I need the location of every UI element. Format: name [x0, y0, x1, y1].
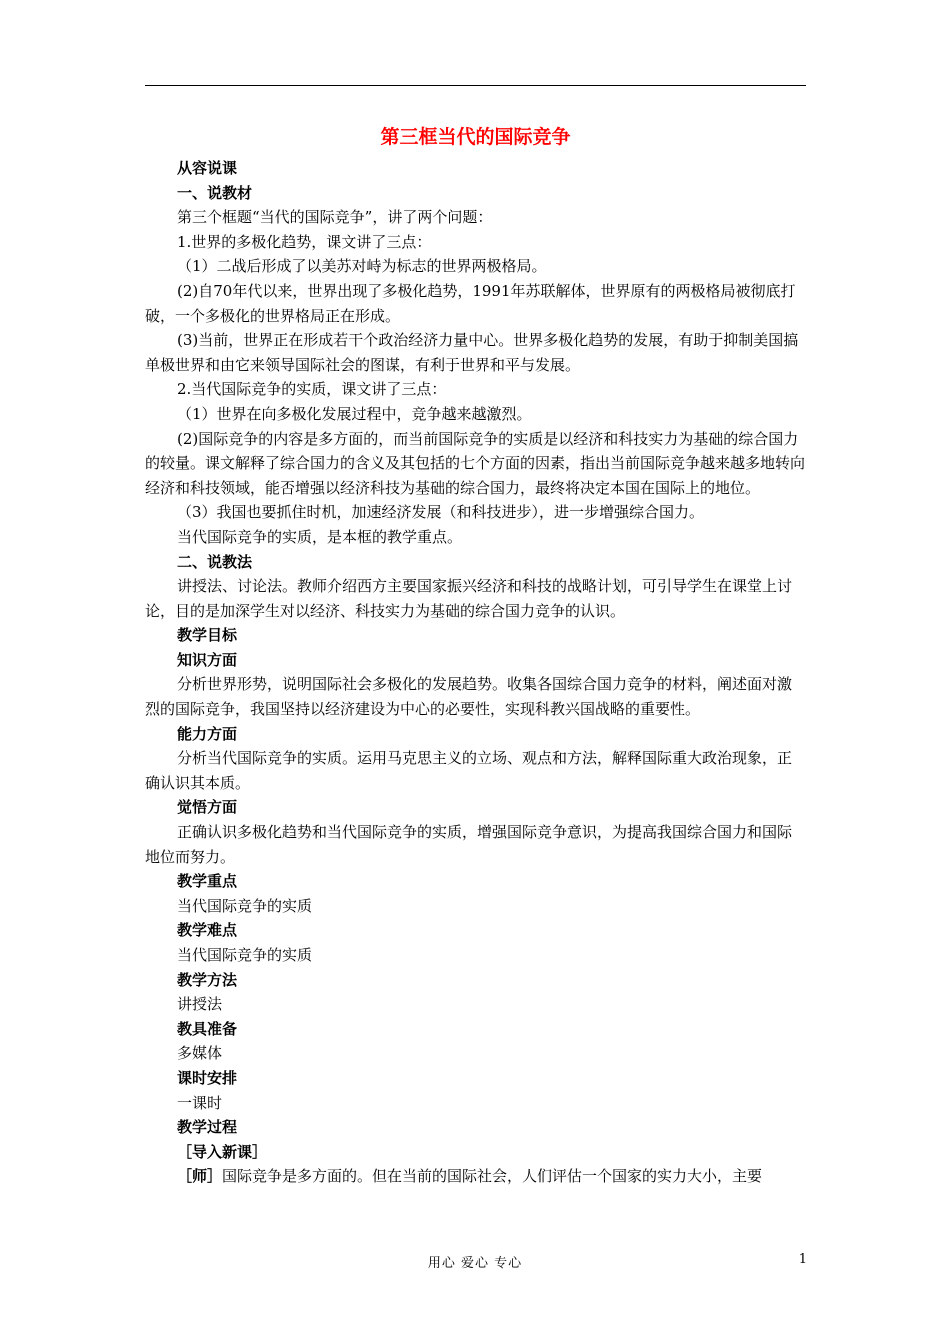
paragraph: （1）二战后形成了以美苏对峙为标志的世界两极格局。 — [177, 257, 547, 276]
paragraph: 2.当代国际竞争的实质，课文讲了三点： — [177, 380, 447, 399]
section-heading: 教具准备 — [177, 1019, 238, 1038]
section-heading: 知识方面 — [177, 650, 238, 669]
speaker-tag: ［师］ — [177, 1167, 223, 1186]
section-heading: 从容说课 — [177, 159, 238, 177]
paragraph — [145, 1164, 806, 1189]
paragraph: 1.世界的多极化趋势，课文讲了三点： — [177, 232, 432, 251]
section-heading: 教学目标 — [177, 626, 238, 645]
section-heading: 觉悟方面 — [177, 798, 238, 817]
paragraph: 分析当代国际竞争的实质。运用马克思主义的立场、观点和方法，解释国际重大政治现象，正确认识其本质。 — [145, 749, 793, 792]
section-heading: 教学过程 — [177, 1118, 238, 1137]
paragraph: 多媒体 — [177, 1044, 223, 1063]
paragraph: （3）我国也要抓住时机，加速经济发展（和科技进步），进一步增强综合国力。 — [177, 503, 705, 522]
paragraph: （1）世界在向多极化发展过程中，竞争越来越激烈。 — [177, 404, 532, 423]
document-body — [145, 120, 806, 1189]
section-heading: 一、说教材 — [177, 183, 253, 202]
paragraph: 当代国际竞争的实质 — [177, 896, 313, 915]
paragraph: 一课时 — [177, 1093, 223, 1112]
paragraph: 当代国际竞争的实质 — [177, 946, 313, 964]
paragraph: 正确认识多极化趋势和当代国际竞争的实质，增强国际竞争意识，为提高我国综合国力和国际地位而努力。 — [145, 823, 793, 866]
section-heading: 教学重点 — [177, 872, 238, 891]
paragraph: 分析世界形势，说明国际社会多极化的发展趋势。收集各国综合国力竞争的材料，阐述面对激烈的国际竞争，我国坚持以经济建设为中心的必要性，实现科教兴国战略的重要性。 — [145, 675, 793, 719]
paragraph: (3)当前，世界正在形成若干个政治经济力量中心。世界多极化趋势的发展，有助于抑制美国搞单极世界和由它来领导国际社会的图谋，有利于世界和平与发展。 — [145, 331, 799, 374]
paragraph: 第三个框题“当代的国际竞争”，讲了两个问题： — [177, 208, 493, 227]
section-heading: 能力方面 — [177, 724, 238, 743]
section-heading: ［导入新课］ — [177, 1142, 268, 1161]
section-heading: 教学难点 — [177, 921, 238, 940]
section-heading: 二、说教法 — [177, 552, 253, 571]
paragraph: (2)国际竞争的内容是多方面的，而当前国际竞争的实质是以经济和科技实力为基础的综合国力的较量。课文解释了综合国力的含义及其包括的七个方面的因素，指出当前国际竞争越来越多地转向经济和科技领域，能否增强以经济科技为基础的综合国力，最终将决定本国在国际上的地位。 — [145, 429, 806, 497]
header-rule — [145, 85, 806, 86]
paragraph: 当代国际竞争的实质，是本框的教学重点。 — [177, 527, 463, 546]
document-lines — [145, 156, 806, 1189]
paragraph-text: 国际竞争是多方面的。但在当前的国际社会，人们评估一个国家的实力大小，主要 — [222, 1167, 763, 1186]
paragraph: 讲授法、讨论法。教师介绍西方主要国家振兴经济和科技的战略计划，可引导学生在课堂上讨论，目的是加深学生对以经济、科技实力为基础的综合国力竞争的认识。 — [145, 577, 793, 620]
paragraph: 讲授法 — [177, 995, 223, 1014]
section-heading: 教学方法 — [177, 970, 238, 989]
paragraph: (2)自70年代以来，世界出现了多极化趋势，1991年苏联解体，世界原有的两极格局被彻底打破，一个多极化的世界格局正在形成。 — [145, 281, 796, 325]
section-heading: 课时安排 — [177, 1068, 238, 1087]
page-number: 1 — [798, 1252, 807, 1267]
document-title: 第三框当代的国际竞争 — [380, 126, 571, 148]
footer-motto: 用心 爱心 专心 — [427, 1256, 523, 1271]
